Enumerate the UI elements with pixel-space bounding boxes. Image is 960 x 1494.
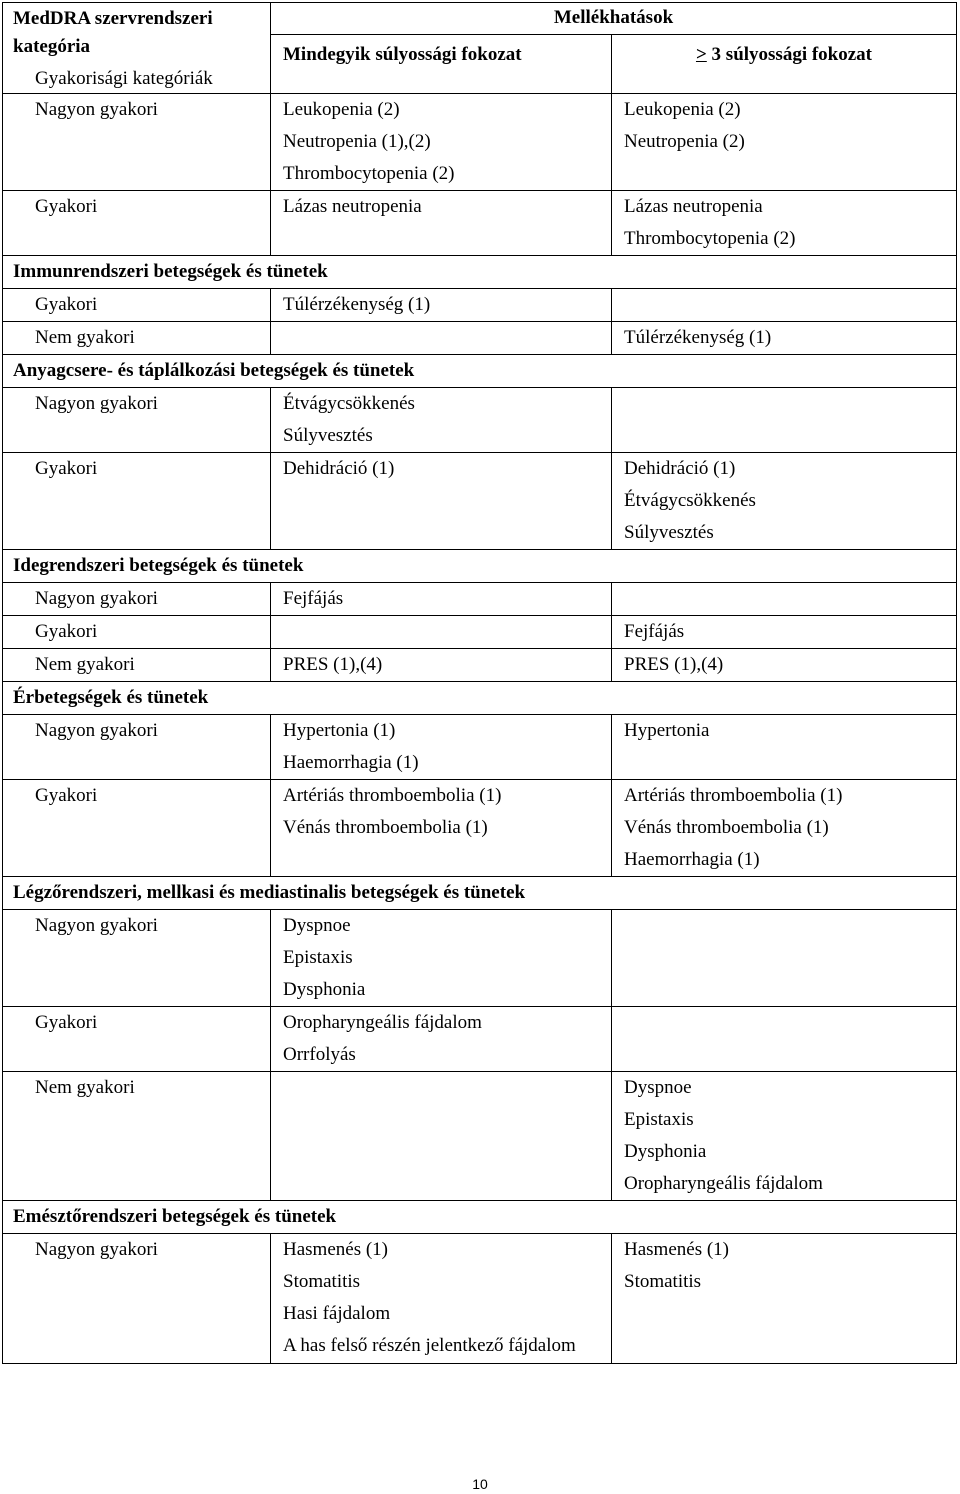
- frequency-cell: Nem gyakori: [3, 1072, 271, 1201]
- reaction-item: Orrfolyás: [283, 1044, 356, 1065]
- reaction-item: Neutropenia (1),(2): [283, 131, 431, 152]
- reaction-item: Súlyvesztés: [283, 425, 373, 446]
- reaction-item: Epistaxis: [283, 947, 353, 968]
- header-soc-label: MedDRA szervrendszeri kategória: [13, 8, 213, 57]
- grade3-cell: [612, 1007, 957, 1072]
- reaction-item: Hasmenés (1): [283, 1239, 388, 1260]
- reaction-item: Dehidráció (1): [624, 458, 736, 479]
- frequency-cell: Gyakori: [3, 616, 271, 649]
- frequency-cell: Nagyon gyakori: [3, 910, 271, 1007]
- frequency-cell: Nagyon gyakori: [3, 1234, 271, 1364]
- reaction-item: Fejfájás: [624, 621, 685, 642]
- table-row: [3, 1234, 957, 1364]
- table-row: [3, 388, 957, 453]
- all-grades-cell: [271, 1072, 612, 1201]
- frequency-cell: Gyakori: [3, 191, 271, 256]
- reaction-item: Dyspnoe: [624, 1077, 692, 1098]
- table-body: [3, 94, 957, 1364]
- all-grades-cell: [271, 780, 612, 877]
- table-row: [3, 616, 957, 649]
- header-row-top: [3, 3, 957, 35]
- table-row: [3, 1007, 957, 1072]
- frequency-cell: Nagyon gyakori: [3, 94, 271, 191]
- frequency-cell: Gyakori: [3, 1007, 271, 1072]
- reaction-item: Dyspnoe: [283, 915, 351, 936]
- grade3-cell: [612, 289, 957, 322]
- header-frequency-label: Gyakorisági kategóriák: [35, 68, 213, 89]
- reaction-item: Hypertonia: [624, 720, 710, 741]
- grade3-cell: [612, 583, 957, 616]
- reaction-item: Dysphonia: [283, 979, 366, 1000]
- reaction-item: Epistaxis: [624, 1109, 694, 1130]
- table-row: [3, 289, 957, 322]
- frequency-cell: Nagyon gyakori: [3, 583, 271, 616]
- section-title: Érbetegségek és tünetek: [3, 682, 957, 715]
- reaction-item: Súlyvesztés: [624, 522, 714, 543]
- reaction-item: Dysphonia: [624, 1141, 707, 1162]
- section-title: Légzőrendszeri, mellkasi és mediastinalis betegségek és tünetek: [3, 877, 957, 910]
- reaction-item: Artériás thromboembolia (1): [624, 785, 843, 806]
- all-grades-cell: [271, 616, 612, 649]
- reaction-item: Lázas neutropenia: [624, 196, 763, 217]
- reaction-item: PRES (1),(4): [283, 654, 383, 675]
- table-row: [3, 649, 957, 682]
- all-grades-cell: [271, 1007, 612, 1072]
- frequency-cell: Nagyon gyakori: [3, 388, 271, 453]
- header-grade3-label: 3 súlyossági fokozat: [706, 44, 873, 66]
- grade3-cell: [612, 715, 957, 780]
- grade3-cell: [612, 94, 957, 191]
- frequency-cell: Gyakori: [3, 289, 271, 322]
- grade3-cell: [612, 616, 957, 649]
- header-grade3-cell: [612, 35, 957, 94]
- reaction-item: Hasmenés (1): [624, 1239, 729, 1260]
- grade3-cell: [612, 453, 957, 550]
- table-row: [3, 780, 957, 877]
- frequency-cell: Gyakori: [3, 780, 271, 877]
- section-row: [3, 550, 957, 583]
- reaction-item: Túlérzékenység (1): [624, 327, 772, 348]
- all-grades-cell: [271, 94, 612, 191]
- all-grades-cell: [271, 191, 612, 256]
- reaction-item: Haemorrhagia (1): [624, 849, 760, 870]
- table-row: [3, 453, 957, 550]
- reaction-item: Lázas neutropenia: [283, 196, 422, 217]
- table-row: [3, 1072, 957, 1201]
- section-title: Emésztőrendszeri betegségek és tünetek: [3, 1201, 957, 1234]
- grade3-cell: [612, 1072, 957, 1201]
- table-row: [3, 715, 957, 780]
- all-grades-cell: [271, 910, 612, 1007]
- section-row: [3, 682, 957, 715]
- grade3-cell: [612, 649, 957, 682]
- frequency-cell: Nem gyakori: [3, 322, 271, 355]
- header-all-grades: Mindegyik súlyossági fokozat: [271, 35, 612, 94]
- reaction-item: Artériás thromboembolia (1): [283, 785, 502, 806]
- grade3-cell: [612, 322, 957, 355]
- reaction-item: Hasi fájdalom: [283, 1303, 391, 1324]
- reaction-item: Vénás thromboembolia (1): [624, 817, 829, 838]
- all-grades-cell: [271, 649, 612, 682]
- section-title: Idegrendszeri betegségek és tünetek: [3, 550, 957, 583]
- table-row: [3, 583, 957, 616]
- reaction-item: Fejfájás: [283, 588, 344, 609]
- all-grades-cell: [271, 453, 612, 550]
- reaction-item: Túlérzékenység (1): [283, 294, 431, 315]
- all-grades-cell: [271, 388, 612, 453]
- grade3-cell: [612, 1234, 957, 1364]
- adverse-reactions-table: [2, 2, 957, 1364]
- table-row: [3, 191, 957, 256]
- grade3-cell: [612, 388, 957, 453]
- document-page: [2, 2, 956, 1364]
- reaction-item: Stomatitis: [624, 1271, 702, 1292]
- grade3-cell: [612, 910, 957, 1007]
- section-title: Anyagcsere- és táplálkozási betegségek és tünetek: [3, 355, 957, 388]
- reaction-item: Étvágycsökkenés: [283, 393, 415, 414]
- reaction-item: Leukopenia (2): [283, 99, 400, 120]
- reaction-item: Stomatitis: [283, 1271, 361, 1292]
- all-grades-cell: [271, 322, 612, 355]
- reaction-item: Thrombocytopenia (2): [624, 228, 796, 249]
- reaction-item: Neutropenia (2): [624, 131, 745, 152]
- all-grades-cell: [271, 715, 612, 780]
- page-number: 10: [472, 1476, 488, 1492]
- reaction-item: Étvágycsökkenés: [624, 490, 756, 511]
- header-adverse-reactions: Mellékhatások: [271, 3, 957, 35]
- frequency-cell: Nagyon gyakori: [3, 715, 271, 780]
- header-soc-cell: [3, 3, 271, 94]
- section-title: Immunrendszeri betegségek és tünetek: [3, 256, 957, 289]
- section-row: [3, 877, 957, 910]
- reaction-item: PRES (1),(4): [624, 654, 724, 675]
- table-row: [3, 94, 957, 191]
- grade3-cell: [612, 780, 957, 877]
- all-grades-cell: [271, 583, 612, 616]
- reaction-item: Oropharyngeális fájdalom: [624, 1173, 823, 1194]
- reaction-item: A has felső részén jelentkező fájdalom: [283, 1335, 576, 1356]
- greater-equal-symbol: >: [695, 44, 707, 66]
- frequency-cell: Gyakori: [3, 453, 271, 550]
- reaction-item: Dehidráció (1): [283, 458, 395, 479]
- all-grades-cell: [271, 289, 612, 322]
- reaction-item: Hypertonia (1): [283, 720, 396, 741]
- table-row: [3, 322, 957, 355]
- section-row: [3, 256, 957, 289]
- reaction-item: Oropharyngeális fájdalom: [283, 1012, 482, 1033]
- reaction-item: Vénás thromboembolia (1): [283, 817, 488, 838]
- reaction-item: Leukopenia (2): [624, 99, 741, 120]
- reaction-item: Haemorrhagia (1): [283, 752, 419, 773]
- frequency-cell: Nem gyakori: [3, 649, 271, 682]
- reaction-item: Thrombocytopenia (2): [283, 163, 455, 184]
- all-grades-cell: [271, 1234, 612, 1364]
- table-row: [3, 910, 957, 1007]
- grade3-cell: [612, 191, 957, 256]
- section-row: [3, 355, 957, 388]
- section-row: [3, 1201, 957, 1234]
